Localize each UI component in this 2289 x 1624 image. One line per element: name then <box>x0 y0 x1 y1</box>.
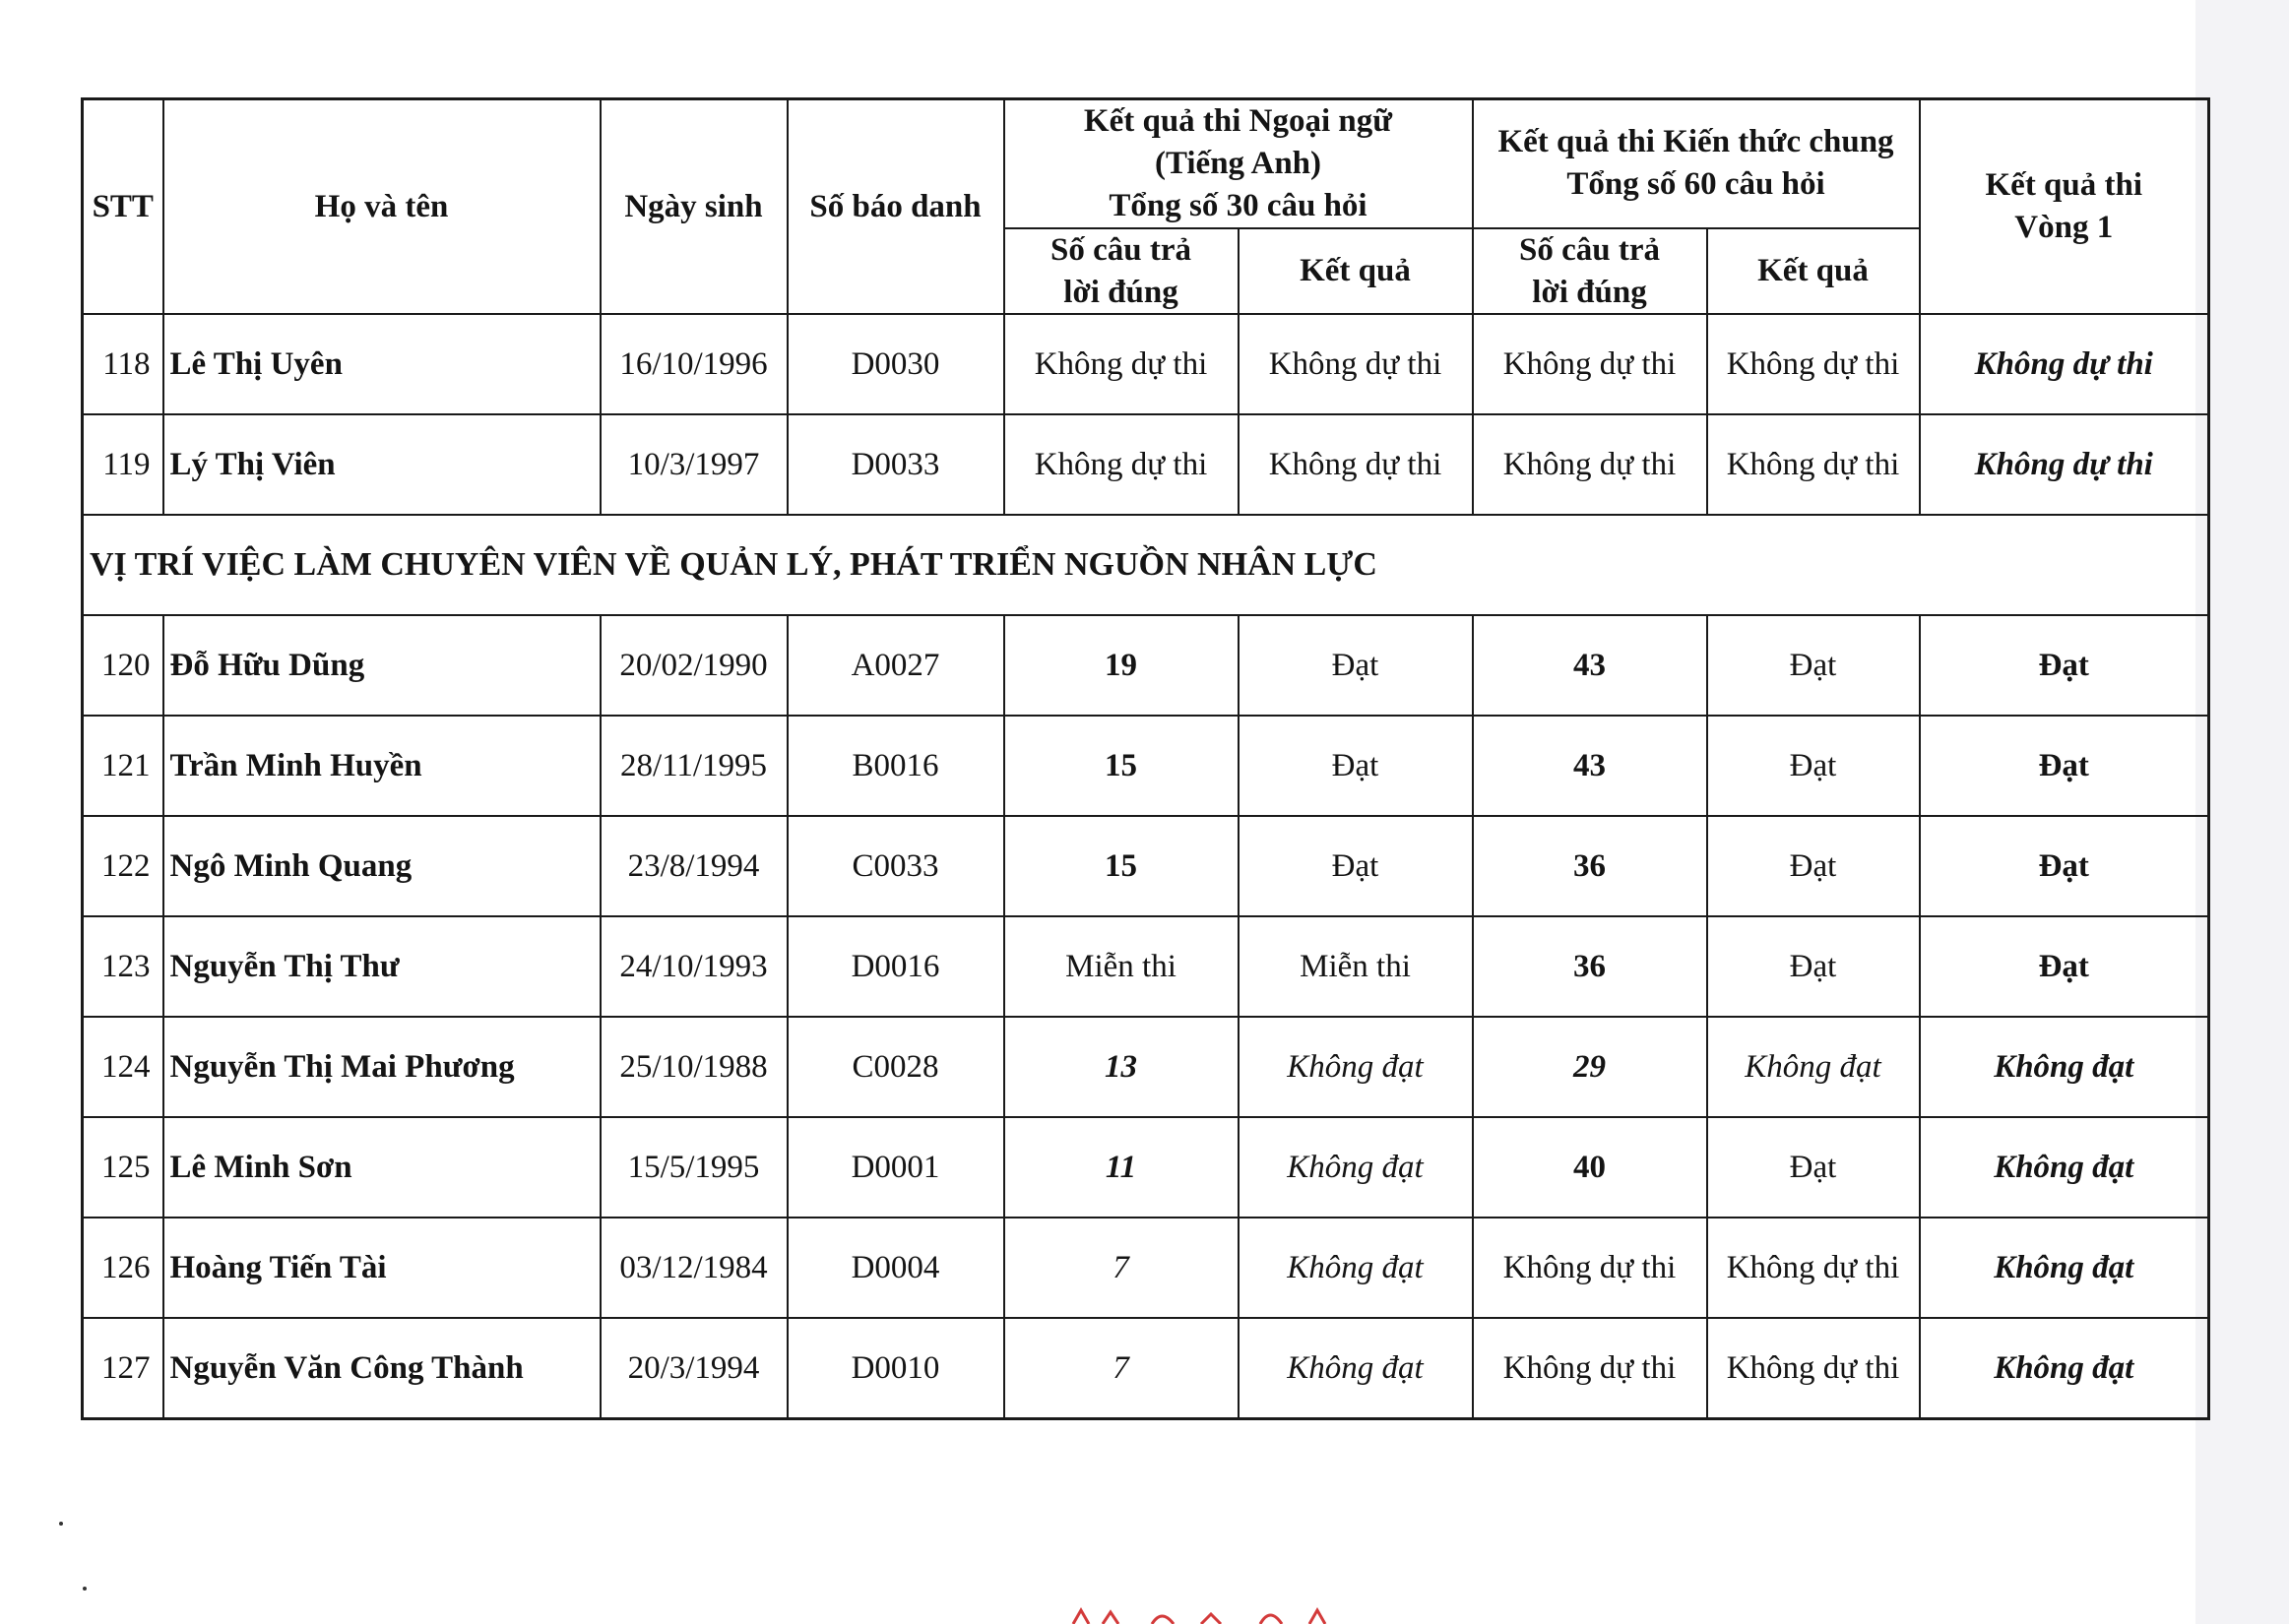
cell-en-result: Không dự thi <box>1239 414 1473 515</box>
cell-en-correct: 11 <box>1004 1117 1239 1218</box>
cell-stt: 125 <box>83 1117 163 1218</box>
header-round1-line2: Vòng 1 <box>2014 210 2114 246</box>
cell-en-result: Không đạt <box>1239 1017 1473 1117</box>
header-en-correct-line2: lời đúng <box>1063 274 1178 310</box>
cell-stt: 121 <box>83 716 163 816</box>
cell-dob: 15/5/1995 <box>601 1117 788 1218</box>
cell-en-correct: 19 <box>1004 615 1239 716</box>
header-en-correct <box>1004 228 1239 315</box>
cell-stt: 126 <box>83 1218 163 1318</box>
header-row-1 <box>83 99 2209 228</box>
cell-sbd: D0001 <box>788 1117 1004 1218</box>
cell-en-result: Đạt <box>1239 615 1473 716</box>
cell-gen-result: Không dự thi <box>1707 314 1920 414</box>
cell-dob: 20/3/1994 <box>601 1318 788 1419</box>
cell-dob: 16/10/1996 <box>601 314 788 414</box>
cell-gen-correct: Không dự thi <box>1473 314 1707 414</box>
table-row <box>83 414 2209 515</box>
cell-gen-correct: 43 <box>1473 615 1707 716</box>
cell-en-correct: Không dự thi <box>1004 414 1239 515</box>
cell-sbd: D0030 <box>788 314 1004 414</box>
table-row <box>83 1318 2209 1419</box>
header-english-line1: Kết quả thi Ngoại ngữ <box>1083 103 1393 139</box>
cell-gen-result: Không dự thi <box>1707 1318 1920 1419</box>
cell-stt: 119 <box>83 414 163 515</box>
cell-round1: Đạt <box>1920 615 2209 716</box>
cell-stt: 120 <box>83 615 163 716</box>
header-english-group <box>1004 99 1473 228</box>
cell-gen-result: Đạt <box>1707 1117 1920 1218</box>
header-gen-correct-line1: Số câu trả <box>1519 231 1660 268</box>
cell-gen-correct: 36 <box>1473 816 1707 916</box>
cell-round1: Đạt <box>1920 816 2209 916</box>
scan-speck <box>59 1522 63 1526</box>
table-row <box>83 314 2209 414</box>
cell-round1: Không dự thi <box>1920 314 2209 414</box>
table-row <box>83 1017 2209 1117</box>
cell-round1: Không đạt <box>1920 1017 2209 1117</box>
stamp-fragment-icon <box>1063 1606 1359 1624</box>
cell-gen-result: Đạt <box>1707 916 1920 1017</box>
cell-round1: Không dự thi <box>1920 414 2209 515</box>
cell-gen-result: Đạt <box>1707 716 1920 816</box>
cell-name: Nguyễn Thị Mai Phương <box>163 1017 601 1117</box>
cell-en-correct: 15 <box>1004 816 1239 916</box>
cell-dob: 10/3/1997 <box>601 414 788 515</box>
header-candidate-no: Số báo danh <box>788 99 1004 315</box>
cell-name: Lê Thị Uyên <box>163 314 601 414</box>
cell-dob: 20/02/1990 <box>601 615 788 716</box>
cell-round1: Không đạt <box>1920 1318 2209 1419</box>
cell-sbd: C0033 <box>788 816 1004 916</box>
cell-en-result: Không đạt <box>1239 1218 1473 1318</box>
cell-sbd: A0027 <box>788 615 1004 716</box>
cell-name: Đỗ Hữu Dũng <box>163 615 601 716</box>
table-row <box>83 716 2209 816</box>
header-stt: STT <box>83 99 163 315</box>
table-row <box>83 816 2209 916</box>
cell-stt: 118 <box>83 314 163 414</box>
cell-stt: 122 <box>83 816 163 916</box>
header-en-correct-line1: Số câu trả <box>1050 231 1191 268</box>
cell-name: Lý Thị Viên <box>163 414 601 515</box>
cell-en-correct: 7 <box>1004 1318 1239 1419</box>
cell-gen-result: Đạt <box>1707 816 1920 916</box>
cell-gen-correct: 29 <box>1473 1017 1707 1117</box>
header-round1 <box>1920 99 2209 315</box>
cell-gen-correct: 43 <box>1473 716 1707 816</box>
cell-en-result: Không đạt <box>1239 1318 1473 1419</box>
header-gen-correct-line2: lời đúng <box>1532 274 1647 310</box>
header-english-line2: (Tiếng Anh) <box>1154 145 1322 181</box>
cell-en-result: Đạt <box>1239 816 1473 916</box>
cell-gen-correct: Không dự thi <box>1473 414 1707 515</box>
cell-stt: 127 <box>83 1318 163 1419</box>
header-general-line1: Kết quả thi Kiến thức chung <box>1497 124 1894 160</box>
cell-gen-result: Không đạt <box>1707 1017 1920 1117</box>
header-gen-correct <box>1473 228 1707 315</box>
cell-stt: 123 <box>83 916 163 1017</box>
cell-name: Trần Minh Huyền <box>163 716 601 816</box>
cell-en-result: Miễn thi <box>1239 916 1473 1017</box>
header-round1-line1: Kết quả thi <box>1985 167 2143 204</box>
cell-name: Nguyễn Thị Thư <box>163 916 601 1017</box>
cell-en-correct: 15 <box>1004 716 1239 816</box>
table-row <box>83 916 2209 1017</box>
section-row <box>83 515 2209 615</box>
header-birth-date: Ngày sinh <box>601 99 788 315</box>
cell-gen-result: Đạt <box>1707 615 1920 716</box>
scan-speck <box>83 1587 87 1591</box>
header-general-group <box>1473 99 1920 228</box>
cell-en-result: Không đạt <box>1239 1117 1473 1218</box>
cell-round1: Không đạt <box>1920 1117 2209 1218</box>
cell-gen-correct: 40 <box>1473 1117 1707 1218</box>
cell-sbd: C0028 <box>788 1017 1004 1117</box>
header-english-line3: Tổng số 30 câu hỏi <box>1109 187 1367 223</box>
cell-sbd: D0033 <box>788 414 1004 515</box>
cell-en-correct: Không dự thi <box>1004 314 1239 414</box>
cell-name: Hoàng Tiến Tài <box>163 1218 601 1318</box>
cell-en-correct: 7 <box>1004 1218 1239 1318</box>
cell-gen-correct: Không dự thi <box>1473 1318 1707 1419</box>
cell-stt: 124 <box>83 1017 163 1117</box>
cell-name: Ngô Minh Quang <box>163 816 601 916</box>
cell-dob: 23/8/1994 <box>601 816 788 916</box>
table-row <box>83 1218 2209 1318</box>
cell-round1: Không đạt <box>1920 1218 2209 1318</box>
header-gen-result: Kết quả <box>1707 228 1920 315</box>
table-row <box>83 1117 2209 1218</box>
cell-dob: 24/10/1993 <box>601 916 788 1017</box>
exam-results-table <box>81 97 2210 1420</box>
cell-en-result: Không dự thi <box>1239 314 1473 414</box>
cell-round1: Đạt <box>1920 716 2209 816</box>
cell-dob: 28/11/1995 <box>601 716 788 816</box>
table-row <box>83 615 2209 716</box>
cell-name: Lê Minh Sơn <box>163 1117 601 1218</box>
header-full-name: Họ và tên <box>163 99 601 315</box>
cell-gen-correct: Không dự thi <box>1473 1218 1707 1318</box>
cell-sbd: D0004 <box>788 1218 1004 1318</box>
cell-dob: 03/12/1984 <box>601 1218 788 1318</box>
section-title: VỊ TRÍ VIỆC LÀM CHUYÊN VIÊN VỀ QUẢN LÝ, PHÁT TRIỂN NGUỒN NHÂN LỰC <box>83 515 2209 615</box>
cell-sbd: D0016 <box>788 916 1004 1017</box>
cell-gen-result: Không dự thi <box>1707 414 1920 515</box>
header-general-line2: Tổng số 60 câu hỏi <box>1566 166 1825 203</box>
cell-sbd: B0016 <box>788 716 1004 816</box>
cell-sbd: D0010 <box>788 1318 1004 1419</box>
cell-round1: Đạt <box>1920 916 2209 1017</box>
cell-gen-correct: 36 <box>1473 916 1707 1017</box>
cell-en-result: Đạt <box>1239 716 1473 816</box>
cell-en-correct: Miễn thi <box>1004 916 1239 1017</box>
header-en-result: Kết quả <box>1239 228 1473 315</box>
cell-gen-result: Không dự thi <box>1707 1218 1920 1318</box>
cell-name: Nguyễn Văn Công Thành <box>163 1318 601 1419</box>
cell-dob: 25/10/1988 <box>601 1017 788 1117</box>
cell-en-correct: 13 <box>1004 1017 1239 1117</box>
